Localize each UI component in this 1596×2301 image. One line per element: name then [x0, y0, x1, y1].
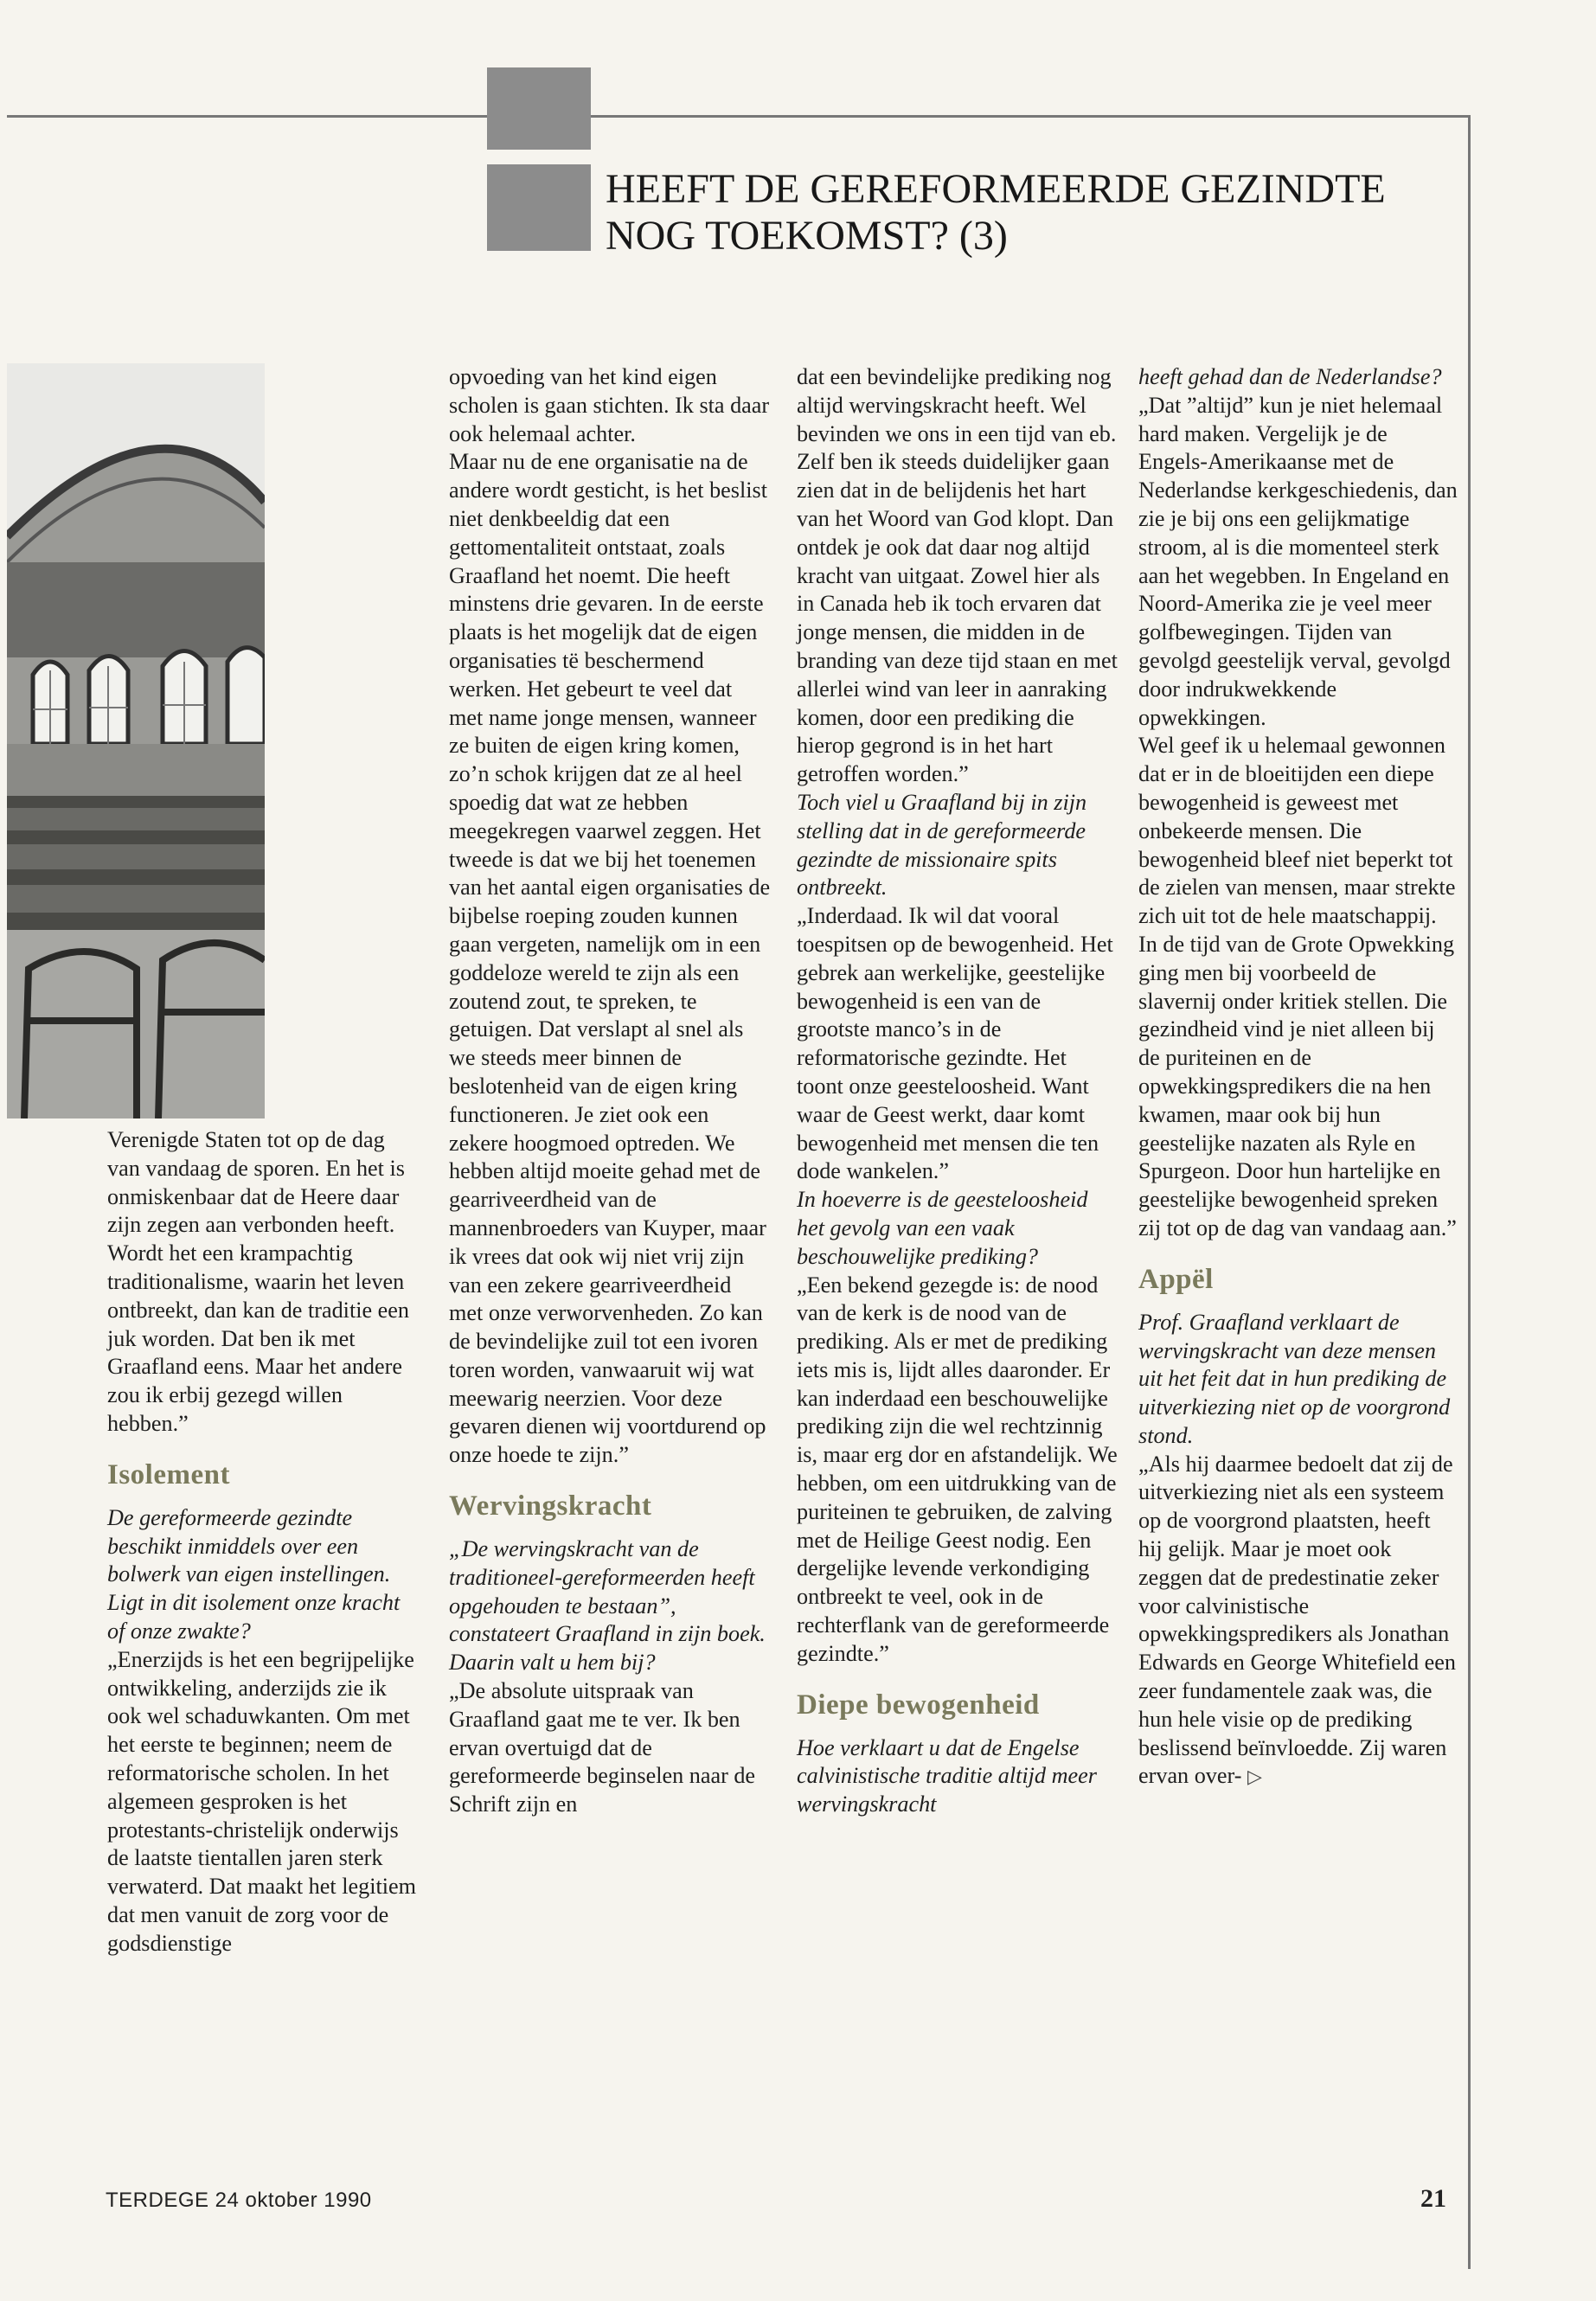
paragraph-text: „Als hij daarmee bedoelt dat zij de uitverkiezing niet als een systeem op de voorgrond plaatsten, heeft hij gelijk. Maar je moet ook zeggen dat de predestinatie zeker voor calvinistische opwekkingspredikers als Jonathan Edwards en George Whitefield een zeer fundamentele zaak was, die hun hele visie op de prediking beslissend beïnvloedde. Zij waren ervan over- [1138, 1451, 1456, 1789]
page-number: 21 [1420, 2184, 1446, 2213]
headline-line-2: NOG TOEKOMST? (3) [606, 213, 1008, 259]
interview-question: Hoe verklaart u dat de Engelse calvinistische traditie altijd meer wervingskracht [797, 1734, 1097, 1817]
paragraph [1138, 1451, 1458, 1792]
paragraph: opvoeding van het kind eigen scholen is gaan stichten. Ik sta daar ook helemaal achter. [449, 364, 770, 446]
decorative-grey-block-top [487, 67, 591, 150]
church-interior-photo [7, 363, 265, 1118]
section-heading-appel: Appël [1138, 1263, 1214, 1295]
section-heading-diepe-bewogenheid: Diepe bewogenheid [797, 1689, 1040, 1721]
continue-arrow-icon: ▷ [1247, 1766, 1262, 1788]
interview-question: De gereformeerde gezindte beschikt inmiddels over een bolwerk van eigen instellingen. Ligt in dit isolement onze kracht of onze zwakte? [107, 1504, 401, 1644]
section-heading-isolement: Isolement [107, 1458, 230, 1490]
section-heading-wervingskracht: Wervingskracht [449, 1490, 652, 1522]
paragraph: Maar nu de ene organisatie na de andere wordt gesticht, is het beslist niet denkbeeldig dat een gettomentaliteit ontstaat, zoals Graafland het noemt. Die heeft minstens drie gevaren. In de eerste plaats is het mogelijk dat de eigen organisaties të beschermend werken. Het gebeurt te veel dat met name jonge mensen, wanneer ze buiten de eigen kring komen, zo’n schok krijgen dat ze al heel spoedig dat wat ze hebben meegekregen vaarwel zeggen. Het tweede is dat we bij het toenemen van het aantal eigen organisaties de bijbelse roeping zouden kunnen gaan vergeten, namelijk om in een goddeloze wereld te zijn als een zoutend zout, te spreken, te getuigen. Dat verslapt al snel als we steeds meer binnen de beslotenheid van de eigen kring functioneren. Je ziet ook een zekere hoogmoed optreden. We hebben altijd moeite gehad met de gearriveerdheid van de mannenbroeders van Kuyper, maar ik vrees dat ook wij niet vrij zijn van een zekere gearriveerdheid met onze verworvenheden. Zo kan de bevindelijke zuil tot een ivoren toren worden, vanwaaruit wij wat meewarig neerzien. Voor deze gevaren dienen wij voortdurend op onze hoede te zijn.” [449, 449, 771, 1468]
footer-publication: TERDEGE 24 oktober 1990 [106, 2189, 372, 2212]
interview-question: Prof. Graafland verklaart de wervingskracht van deze mensen uit het feit dat in hun prediking de uitverkiezing niet op de voorgrond stond. [1138, 1309, 1451, 1448]
paragraph: dat een bevindelijke prediking nog altijd wervingskracht heeft. Wel bevinden we ons in een tijd van eb. Zelf ben ik steeds duidelijker gaan zien dat in de belijdenis het hart van het Woord van God klopt. Dan ontdek je ook dat daar nog altijd kracht van uitgaat. Zowel hier als in Canada heb ik toch ervaren dat jonge mensen, die midden in de branding van deze tijd staan en met allerlei wind van leer in aanraking komen, door een prediking die hierop gegrond is in het hart getroffen worden.” [797, 364, 1118, 787]
headline-line-1: HEEFT DE GEREFORMEERDE GEZINDTE [606, 166, 1386, 212]
paragraph: „Inderdaad. Ik wil dat vooral toespitsen op de bewogenheid. Het gebrek aan werkelijke, geestelijke bewogenheid is een van de grootste manco’s in de reformatorische gezindte. Het toont onze geesteloosheid. Want waar de Geest werkt, daar komt bewogenheid met mensen die ten dode wankelen.” [797, 903, 1113, 1184]
paragraph: „Dat ”altijd” kun je niet helemaal hard maken. Vergelijk je de Engels-Amerikaanse met de Nederlandse kerkgeschiedenis, dan zie je bij ons een gelijkmatige stroom, al is die momenteel sterk aan het wegebben. In Engeland en Noord-Amerika zie je veel meer golfbewegingen. Tijden van gevolgd geestelijk verval, gevolgd door indrukwekkende opwekkingen. [1138, 392, 1458, 730]
interview-question: Toch viel u Graafland bij in zijn stelling dat in de gereformeerde gezindte de missionaire spits ontbreekt. [797, 789, 1087, 901]
church-interior-photo-icon [7, 363, 265, 1118]
paragraph: Wel geef ik u helemaal gewonnen dat er in de bloeitijden een diepe bewogenheid is geweest met onbekeerde mensen. Die bewogenheid bleef niet beperkt tot de zielen van mensen, maar strekte zich uit tot de hele maatschappij. In de tijd van de Grote Opwekking ging men bij voorbeeld de slavernij onder kritiek stellen. Die gezindheid vind je niet alleen bij de puriteinen en de opwekkingspredikers die na hen kwamen, maar ook bij hun geestelijke nazaten als Ryle en Spurgeon. Door hun hartelijke en geestelijke bewogenheid spreken zij tot op de dag van vandaag aan.” [1138, 733, 1457, 1240]
top-rule [7, 115, 1469, 118]
article-column-4 [1138, 363, 1458, 1791]
paragraph: „Een bekend gezegde is: de nood van de kerk is de nood van de prediking. Als er met de prediking iets mis is, lijdt alles daaronder. Er kan inderdaad een beschouwelijke prediking zijn die wel rechtzinnig is, maar erg dor en afstandelijk. We hebben, om een uitdrukking van de puriteinen te gebruiken, de zalving met de Heilige Geest nodig. Een dergelijke levende verkondiging ontbreekt te veel, ook in de rechterflank van de gereformeerde gezindte.” [797, 1272, 1118, 1666]
article-column-2 [449, 363, 771, 1819]
article-column-3 [797, 363, 1118, 1819]
article-column-1 [107, 1126, 419, 1958]
interview-question: In hoeverre is de geesteloosheid het gevolg van een vaak beschouwelijke prediking? [797, 1187, 1088, 1269]
right-rule [1468, 115, 1471, 2269]
article-headline [606, 166, 1462, 260]
paragraph: „Enerzijds is het een begrijpelijke ontwikkeling, anderzijds zie ik ook wel schaduwkanten. Om met het eerste te beginnen; neem de reformatorische scholen. In het algemeen gesproken is het protestants-christelijk onderwijs de laatste tientallen jaren sterk verwaterd. Dat maakt het legitiem dat men vanuit de zorg voor de godsdienstige [107, 1646, 417, 1956]
paragraph: Wordt het een krampachtig traditionalisme, waarin het leven ontbreekt, dan kan de traditie een juk worden. Dat ben ik met Graafland eens. Maar het andere zou ik erbij gezegd willen hebben.” [107, 1240, 410, 1436]
interview-question: „De wervingskracht van de traditioneel-gereformeerden heeft opgehouden te bestaan”, constateert Graafland in zijn boek. Daarin valt u hem bij? [449, 1536, 766, 1676]
paragraph: Verenigde Staten tot op de dag van vandaag de sporen. En het is onmiskenbaar dat de Heere daar zijn zegen aan verbonden heeft. [107, 1127, 405, 1238]
paragraph: „De absolute uitspraak van Graafland gaat me te ver. Ik ben ervan overtuigd dat de gereformeerde beginselen naar de Schrift zijn en [449, 1678, 756, 1817]
interview-question: heeft gehad dan de Nederlandse? [1138, 364, 1442, 389]
decorative-grey-block-bottom [487, 164, 591, 251]
